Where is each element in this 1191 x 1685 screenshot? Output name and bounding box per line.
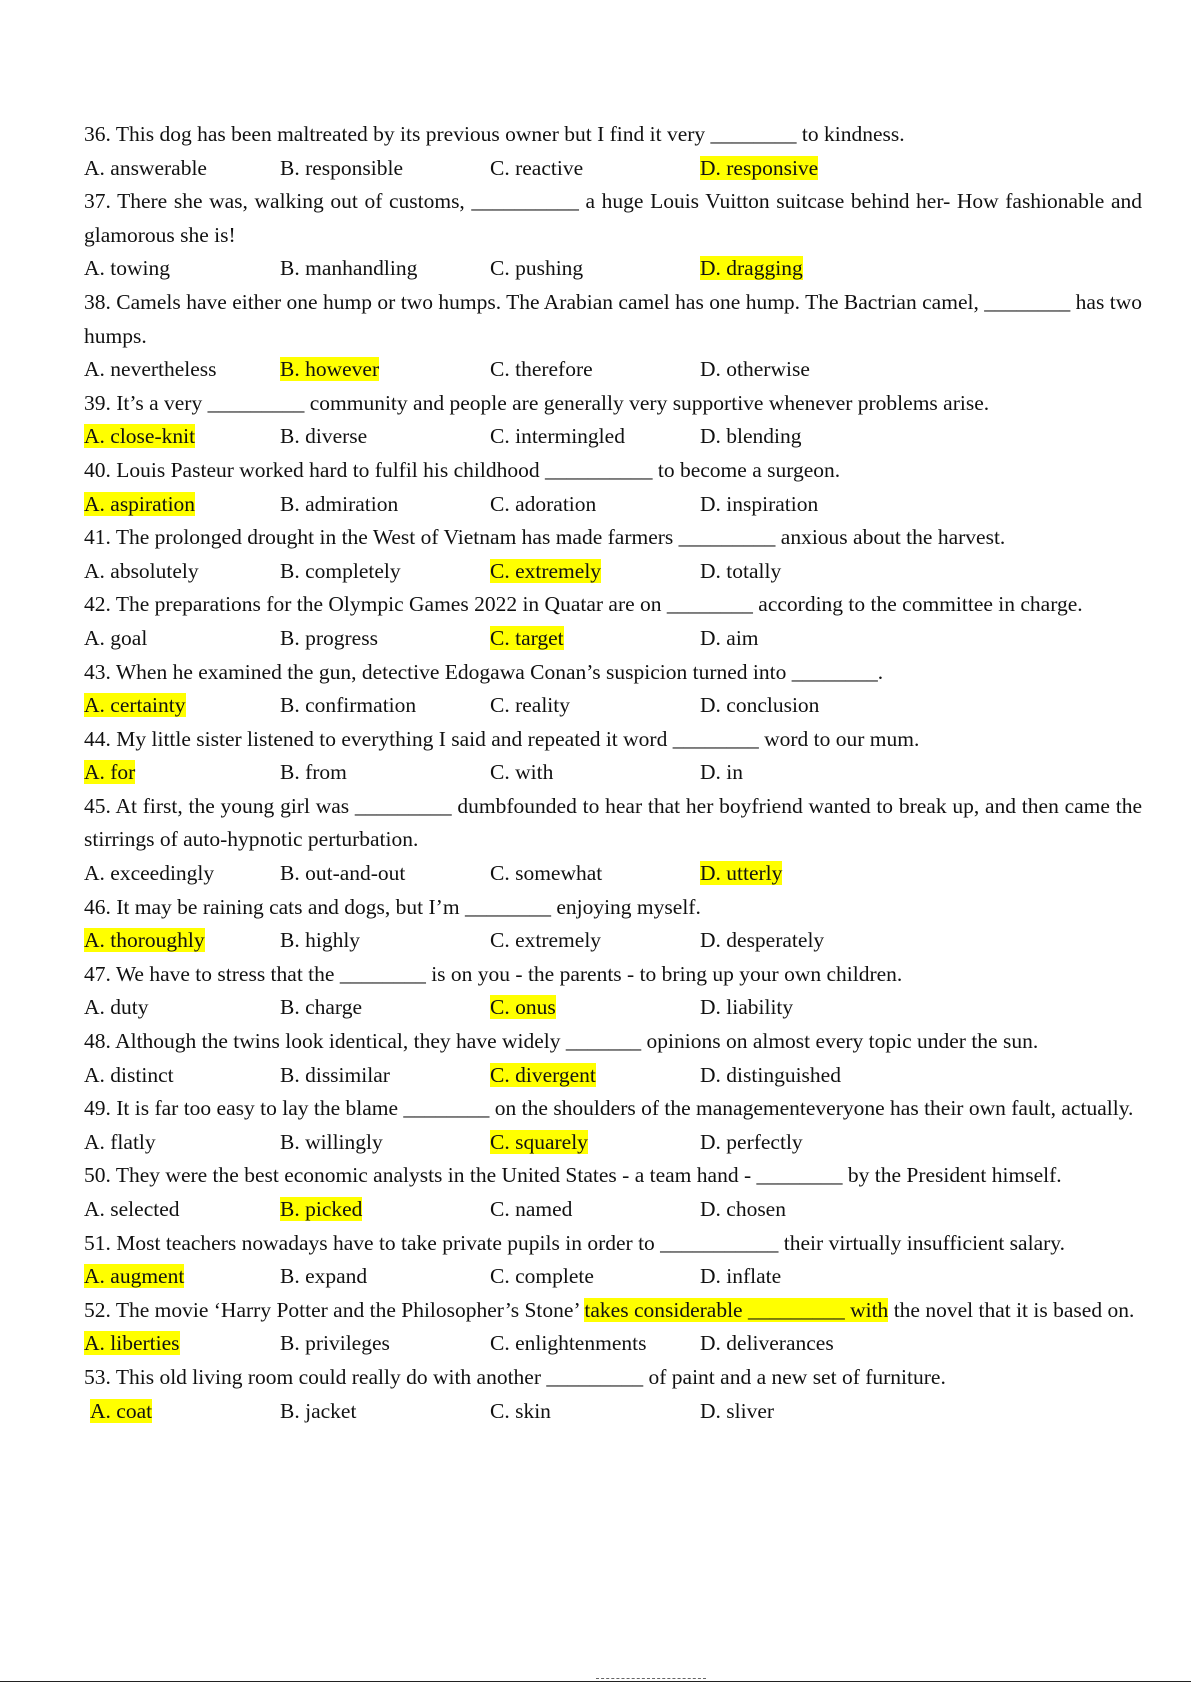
question-text: 36. This dog has been maltreated by its previous owner but I find it very ________ to kindness. [84, 122, 905, 146]
answer-option: B. out-and-out [280, 861, 406, 886]
question-item [84, 958, 1142, 1025]
answer-option: D. liability [700, 995, 794, 1020]
answer-option: D. aim [700, 625, 759, 650]
answer-option: C. adoration [490, 491, 597, 516]
option-cell [700, 1327, 1000, 1361]
correct-answer-option: A. augment [84, 1264, 185, 1289]
option-cell [280, 924, 490, 958]
option-cell [700, 353, 1000, 387]
correct-answer-option: C. target [490, 625, 564, 650]
option-cell [84, 1260, 280, 1294]
question-stem [84, 656, 1142, 690]
answer-options [84, 1126, 1142, 1160]
question-item [84, 118, 1142, 185]
question-item [84, 387, 1142, 454]
question-stem [84, 1227, 1142, 1261]
option-cell [84, 1059, 280, 1093]
correct-answer-option: A. aspiration [84, 491, 196, 516]
answer-option: B. confirmation [280, 693, 417, 718]
question-item [84, 656, 1142, 723]
answer-option: D. chosen [700, 1197, 786, 1221]
question-stem [84, 958, 1142, 992]
answer-option: D. distinguished [700, 1062, 841, 1087]
question-stem [84, 454, 1142, 488]
question-stem [84, 185, 1142, 252]
answer-option: D. sliver [700, 1398, 775, 1423]
option-cell [490, 756, 700, 790]
option-cell [700, 756, 1000, 790]
answer-options [84, 991, 1142, 1025]
option-cell [84, 488, 280, 522]
option-cell [490, 1126, 700, 1160]
option-cell [84, 857, 280, 891]
answer-option: D. totally [700, 558, 782, 583]
question-text: 43. When he examined the gun, detective Edogawa Conan’s suspicion turned into ________. [84, 659, 884, 684]
question-text: 51. Most teachers nowadays have to take private pupils in order to ___________ their virtually insufficient salary. [84, 1230, 1066, 1255]
answer-option: B. from [280, 760, 347, 785]
highlighted-phrase: takes considerable _________ with [584, 1297, 889, 1322]
answer-options [84, 857, 1142, 891]
answer-option: A. goal [84, 625, 148, 650]
answer-option: A. towing [84, 256, 170, 281]
option-cell [280, 152, 490, 186]
answer-option: D. desperately [700, 928, 825, 953]
correct-answer-option: D. dragging [700, 256, 803, 281]
answer-options [84, 1059, 1142, 1093]
answer-option: A. nevertheless [84, 357, 217, 382]
correct-answer-option: B. picked [280, 1197, 363, 1221]
option-cell [490, 622, 700, 656]
answer-option: C. reality [490, 693, 571, 718]
question-text: 53. This old living room could really do with another _________ of paint and a new set of furniture. [84, 1364, 946, 1389]
answer-options [84, 1395, 1142, 1429]
option-cell [490, 857, 700, 891]
option-cell [490, 689, 700, 723]
question-item [84, 790, 1142, 891]
question-item [84, 1159, 1142, 1226]
answer-option: C. named [490, 1197, 573, 1221]
answer-option: C. therefore [490, 357, 593, 382]
question-text: 48. Although the twins look identical, they have widely _______ opinions on almost every topic under the sun. [84, 1029, 1039, 1054]
question-item [84, 1092, 1142, 1159]
answer-option: A. flatly [84, 1129, 156, 1154]
answer-option: D. in [700, 760, 743, 785]
answer-option: B. highly [280, 928, 361, 953]
option-cell [490, 1193, 700, 1227]
option-cell [490, 152, 700, 186]
question-text: 38. Camels have either one hump or two humps. The Arabian camel has one hump. The Bactrian camel, ________ has two humps. [84, 289, 1142, 348]
answer-options [84, 1193, 1142, 1227]
option-cell [700, 1059, 1000, 1093]
footer-divider [0, 1681, 1191, 1682]
option-cell [280, 622, 490, 656]
answer-option: B. diverse [280, 424, 368, 449]
answer-option: C. complete [490, 1264, 594, 1289]
option-cell [700, 488, 1000, 522]
answer-option: A. absolutely [84, 558, 199, 583]
correct-answer-option: A. liberties [84, 1331, 180, 1356]
option-cell [280, 1260, 490, 1294]
correct-answer-option: A. for [84, 760, 136, 785]
question-item [84, 454, 1142, 521]
option-cell [700, 622, 1000, 656]
answer-option: B. jacket [280, 1398, 357, 1423]
option-cell [700, 555, 1000, 589]
answer-options [84, 689, 1142, 723]
footer-mark [596, 1678, 706, 1679]
answer-option: C. extremely [490, 928, 602, 953]
correct-answer-option: A. close-knit [84, 424, 196, 449]
question-stem [84, 521, 1142, 555]
question-stem [84, 1159, 1142, 1193]
question-item [84, 723, 1142, 790]
answer-options [84, 924, 1142, 958]
option-cell [280, 252, 490, 286]
question-text: 45. At first, the young girl was _________ dumbfounded to hear that her boyfriend wanted to break up, and then came the stirrings of auto-hypnotic perturbation. [84, 793, 1142, 852]
option-cell [280, 1059, 490, 1093]
answer-option: D. deliverances [700, 1331, 834, 1356]
question-stem [84, 1294, 1142, 1328]
option-cell [700, 857, 1000, 891]
option-cell [280, 689, 490, 723]
correct-answer-option: D. utterly [700, 861, 783, 886]
answer-option: C. with [490, 760, 554, 785]
answer-option: A. selected [84, 1197, 180, 1221]
option-cell [700, 1193, 1000, 1227]
option-cell [84, 991, 280, 1025]
option-cell [490, 420, 700, 454]
question-stem [84, 723, 1142, 757]
answer-option: D. inspiration [700, 491, 819, 516]
question-item [84, 1227, 1142, 1294]
option-cell [280, 353, 490, 387]
question-text: 49. It is far too easy to lay the blame ________ on the shoulders of the managementeveryone has their own fault, actually. [84, 1096, 1134, 1121]
option-cell [84, 152, 280, 186]
option-cell [280, 1126, 490, 1160]
correct-answer-option: A. thoroughly [84, 928, 205, 953]
option-cell [700, 1126, 1000, 1160]
question-text: 41. The prolonged drought in the West of Vietnam has made farmers _________ anxious about the harvest. [84, 525, 1006, 550]
question-item [84, 891, 1142, 958]
option-cell [490, 991, 700, 1025]
correct-answer-option: B. however [280, 357, 380, 382]
answer-options [84, 488, 1142, 522]
answer-option: A. duty [84, 995, 149, 1020]
question-text: 46. It may be raining cats and dogs, but I’m ________ enjoying myself. [84, 894, 701, 919]
answer-options [84, 555, 1142, 589]
option-cell [700, 924, 1000, 958]
option-cell [490, 555, 700, 589]
question-item [84, 1361, 1142, 1428]
answer-option: B. progress [280, 625, 378, 650]
answer-option: A. distinct [84, 1062, 174, 1087]
option-cell [700, 1395, 1000, 1429]
option-cell [280, 991, 490, 1025]
option-cell [700, 689, 1000, 723]
question-text: 47. We have to stress that the ________ is on you - the parents - to bring up your own children. [84, 961, 903, 986]
answer-option: B. willingly [280, 1129, 383, 1154]
answer-option: C. reactive [490, 155, 584, 180]
option-cell [700, 1260, 1000, 1294]
option-cell [84, 1327, 280, 1361]
question-stem [84, 387, 1142, 421]
question-text: 44. My little sister listened to everything I said and repeated it word ________ word to our mum. [84, 726, 920, 751]
question-stem [84, 286, 1142, 353]
question-text: 37. There she was, walking out of customs, __________ a huge Louis Vuitton suitcase behind her- How fashionable and glamorous she is! [84, 189, 1142, 247]
option-cell [280, 1395, 490, 1429]
answer-option: C. pushing [490, 256, 584, 281]
option-cell [490, 1059, 700, 1093]
option-cell [490, 252, 700, 286]
answer-option: A. exceedingly [84, 861, 215, 886]
correct-answer-option: C. divergent [490, 1062, 596, 1087]
answer-options [84, 622, 1142, 656]
answer-option: B. admiration [280, 491, 399, 516]
question-item [84, 286, 1142, 387]
answer-option: C. skin [490, 1398, 551, 1423]
option-cell [280, 756, 490, 790]
option-cell [490, 353, 700, 387]
answer-option: D. inflate [700, 1264, 782, 1289]
option-cell [700, 420, 1000, 454]
correct-answer-option: C. onus [490, 995, 556, 1020]
answer-option: D. perfectly [700, 1129, 803, 1154]
question-stem [84, 790, 1142, 857]
question-stem [84, 588, 1142, 622]
question-text: 50. They were the best economic analysts in the United States - a team hand - ________ by the President himself. [84, 1163, 1062, 1188]
correct-answer-option: A. certainty [84, 693, 186, 718]
option-cell [280, 555, 490, 589]
question-stem [84, 891, 1142, 925]
answer-option: B. completely [280, 558, 401, 583]
answer-options [84, 756, 1142, 790]
question-stem [84, 1025, 1142, 1059]
answer-option: A. answerable [84, 155, 207, 180]
option-cell [490, 924, 700, 958]
answer-option: B. manhandling [280, 256, 418, 281]
answer-option: B. dissimilar [280, 1062, 390, 1087]
answer-options [84, 420, 1142, 454]
option-cell [700, 152, 1000, 186]
answer-option: C. somewhat [490, 861, 603, 886]
option-cell [84, 252, 280, 286]
option-cell [490, 1327, 700, 1361]
answer-option: B. privileges [280, 1331, 390, 1356]
option-cell [84, 924, 280, 958]
option-cell [84, 1126, 280, 1160]
option-cell [280, 488, 490, 522]
answer-option: B. expand [280, 1264, 368, 1289]
option-cell [84, 420, 280, 454]
question-item [84, 521, 1142, 588]
option-cell [490, 488, 700, 522]
option-cell [490, 1395, 700, 1429]
answer-option: D. conclusion [700, 693, 820, 718]
answer-options [84, 1260, 1142, 1294]
question-text: 40. Louis Pasteur worked hard to fulfil his childhood __________ to become a surgeon. [84, 457, 841, 482]
answer-options [84, 353, 1142, 387]
option-cell [84, 1193, 280, 1227]
question-item [84, 1025, 1142, 1092]
question-text-continued: the novel that it is based on. [888, 1297, 1135, 1322]
question-text: 52. The movie ‘Harry Potter and the Philosopher’s Stone’ [84, 1297, 585, 1322]
option-cell [84, 756, 280, 790]
question-stem [84, 1092, 1142, 1126]
question-text: 42. The preparations for the Olympic Games 2022 in Quatar are on ________ according to the committee in charge. [84, 592, 1083, 617]
option-cell [84, 555, 280, 589]
question-stem [84, 1361, 1142, 1395]
option-cell [84, 1395, 280, 1429]
answer-options [84, 252, 1142, 286]
question-item [84, 588, 1142, 655]
option-cell [84, 353, 280, 387]
answer-options [84, 152, 1142, 186]
correct-answer-option: A. coat [90, 1398, 153, 1423]
question-stem [84, 118, 1142, 152]
correct-answer-option: C. squarely [490, 1129, 588, 1154]
option-cell [280, 857, 490, 891]
answer-option: C. enlightenments [490, 1331, 647, 1356]
option-cell [84, 689, 280, 723]
answer-option: B. charge [280, 995, 362, 1020]
option-cell [280, 1327, 490, 1361]
answer-option: C. intermingled [490, 424, 625, 449]
question-item [84, 185, 1142, 286]
question-list [84, 118, 1142, 1428]
answer-option: D. blending [700, 424, 802, 449]
option-cell [700, 991, 1000, 1025]
question-text: 39. It’s a very _________ community and people are generally very supportive whenever problems arise. [84, 390, 990, 415]
option-cell [700, 252, 1000, 286]
option-cell [84, 622, 280, 656]
question-item [84, 1294, 1142, 1361]
option-cell [280, 420, 490, 454]
answer-option: B. responsible [280, 155, 404, 180]
option-cell [490, 1260, 700, 1294]
answer-options [84, 1327, 1142, 1361]
correct-answer-option: D. responsive [700, 155, 819, 180]
answer-option: D. otherwise [700, 357, 810, 382]
option-cell [280, 1193, 490, 1227]
correct-answer-option: C. extremely [490, 558, 602, 583]
